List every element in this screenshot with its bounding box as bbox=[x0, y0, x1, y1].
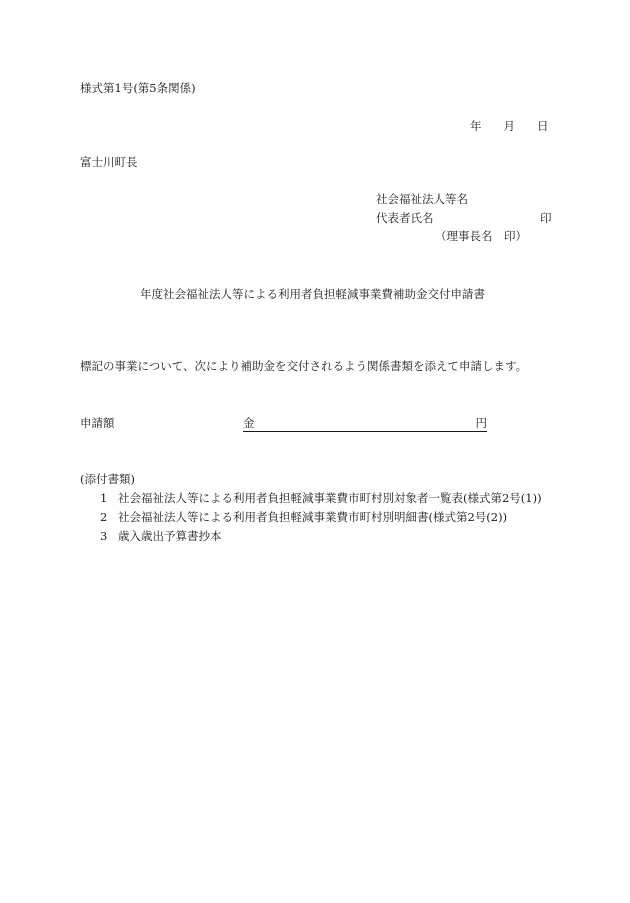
body-text: 標記の事業について、次により補助金を交付されるよう関係書類を添えて申請します。 bbox=[80, 359, 528, 373]
applicant-rep-note: （理事長名 印） bbox=[435, 229, 527, 243]
attachment-number: 2 bbox=[100, 510, 108, 524]
amount-field bbox=[243, 414, 487, 432]
document-title: 年度社会福祉法人等による利用者負担軽減事業費補助金交付申請書 bbox=[140, 287, 485, 301]
date-year-label: 年 bbox=[470, 119, 482, 133]
amount-prefix: 金 bbox=[243, 416, 255, 430]
date-line bbox=[470, 119, 549, 133]
applicant-org-label: 社会福祉法人等名 bbox=[376, 192, 468, 206]
applicant-seal-mark: 印 bbox=[540, 211, 552, 225]
applicant-rep-label: 代表者氏名 bbox=[376, 211, 434, 225]
date-day-label: 日 bbox=[537, 119, 549, 133]
attachment-text: 歳入歳出予算書抄本 bbox=[118, 529, 222, 543]
attachment-text: 社会福祉法人等による利用者負担軽減事業費市町村別明細書(様式第2号(2)) bbox=[118, 510, 508, 524]
attachment-number: 1 bbox=[100, 491, 108, 505]
date-month-label: 月 bbox=[503, 119, 515, 133]
attachments-heading: (添付書類) bbox=[80, 472, 135, 486]
addressee: 富士川町長 bbox=[80, 155, 138, 169]
attachment-text: 社会福祉法人等による利用者負担軽減事業費市町村別対象者一覧表(様式第2号(1)) bbox=[118, 491, 542, 505]
form-number: 様式第1号(第5条関係) bbox=[80, 81, 196, 95]
attachment-number: 3 bbox=[100, 529, 108, 543]
amount-suffix: 円 bbox=[475, 416, 487, 430]
attachment-item bbox=[100, 510, 507, 524]
attachment-item bbox=[100, 491, 542, 505]
attachment-item bbox=[100, 529, 222, 543]
amount-label: 申請額 bbox=[80, 416, 115, 430]
